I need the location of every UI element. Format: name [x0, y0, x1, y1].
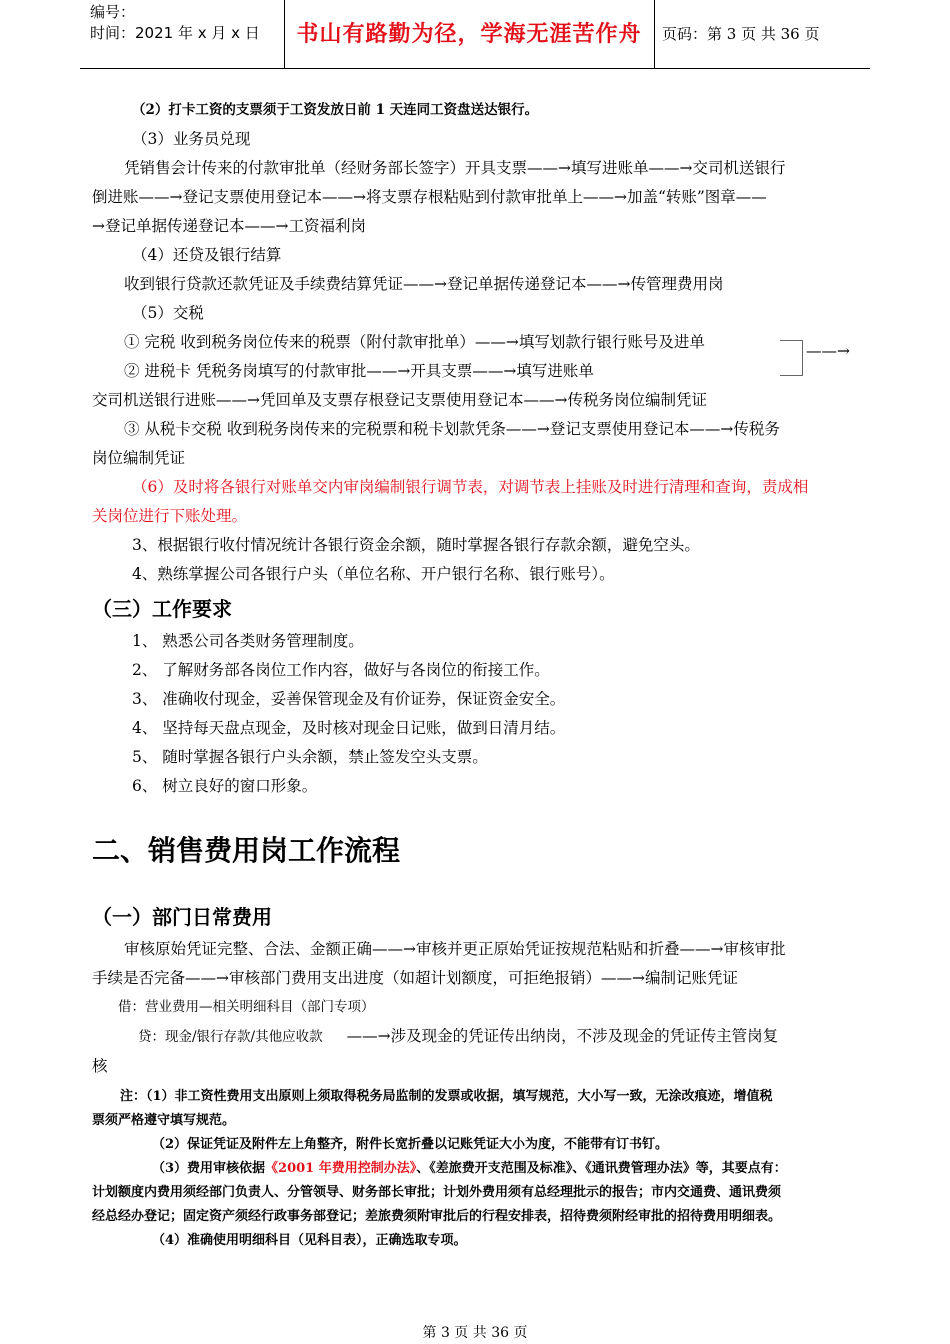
- list-item: 2、 了解财务部各岗位工作内容，做好与各岗位的衔接工作。: [132, 661, 550, 679]
- paragraph: 审核原始凭证完整、合法、金额正确——→审核并更正原始凭证按规范粘贴和折叠——→审核审批: [124, 940, 786, 958]
- note-line: 计划额度内费用须经部门负责人、分管领导、财务部长审批；计划外费用须有总经理批示的报告；市内交通费、通讯费须: [92, 1185, 782, 1200]
- note-line: （4）准确使用明细科目（见科目表），正确选取专项。: [152, 1233, 467, 1248]
- list-item: 4、 坚持每天盘点现金，及时核对现金日记账，做到日清月结。: [132, 719, 566, 737]
- paragraph: 3、根据银行收付情况统计各银行资金余额，随时掌握各银行存款余额，避免空头。: [132, 536, 700, 554]
- header-number: 编号：: [90, 3, 136, 21]
- note-line: （2）保证凭证及附件左上角整齐，附件长宽折叠以记账凭证大小为度，不能带有订书钉。: [152, 1137, 669, 1152]
- paragraph: ② 进税卡 凭税务岗填写的付款审批——→开具支票——→填写进账单: [124, 362, 594, 380]
- note-line: 票须严格遵守填写规范。: [92, 1113, 236, 1128]
- notes-block: [92, 1085, 860, 1253]
- document-body: [92, 96, 860, 1253]
- header-motto: 书山有路勤为径，学海无涯苦作舟: [296, 21, 642, 47]
- note-text: （3）费用审核依据: [152, 1161, 266, 1176]
- tax-flow-group: [92, 328, 860, 386]
- page-header: [80, 0, 870, 69]
- paragraph: 核: [92, 1057, 108, 1075]
- paragraph: 4、熟练掌握公司各银行户头（单位名称、开户银行名称、银行账号）。: [132, 565, 615, 583]
- paragraph: （4）还贷及银行结算: [132, 246, 282, 264]
- paragraph-highlight: （6）及时将各银行对账单交内审岗编制银行调节表，对调节表上挂账及时进行清理和查询，责成相: [132, 478, 809, 496]
- paragraph: （3）业务员兑现: [132, 130, 251, 148]
- page-footer: 第 3 页 共 36 页: [422, 1325, 528, 1341]
- section-heading: （三）工作要求: [92, 597, 232, 621]
- list-item: 6、 树立良好的窗口形象。: [132, 777, 318, 795]
- paragraph: 凭销售会计传来的付款审批单（经财务部长签字）开具支票——→填写进账单——→交司机送银行: [124, 159, 786, 177]
- list-item: 5、 随时掌握各银行户头余额，禁止签发空头支票。: [132, 748, 488, 766]
- note-text: 、《差旅费开支范围及标准》、《通讯费管理办法》等，其要点有：: [416, 1161, 787, 1176]
- header-meta: [90, 2, 260, 44]
- credit-entry: 贷：现金/银行存款/其他应收款: [138, 1029, 323, 1045]
- paragraph: （2）打卡工资的支票须于工资发放日前 1 天连同工资盘送达银行。: [132, 102, 539, 118]
- paragraph: 手续是否完备——→审核部门费用支出进度（如超计划额度，可拒绝报销）——→编制记账凭证: [92, 969, 738, 987]
- note-line: 注：（1）非工资性费用支出原则上须取得税务局监制的发票或收据，填写规范，大小写一致，无涂改痕迹，增值税: [120, 1089, 773, 1104]
- paragraph-highlight: 关岗位进行下账处理。: [92, 507, 248, 525]
- paragraph: 借：营业费用—相关明细科目（部门专项）: [118, 999, 375, 1015]
- paragraph: ③ 从税卡交税 收到税务岗传来的完税票和税卡划款凭条——→登记支票使用登记本——→传税务: [124, 420, 780, 438]
- note-highlight: 《2001 年费用控制办法》: [265, 1161, 417, 1176]
- paragraph: 岗位编制凭证: [92, 449, 186, 467]
- header-divider: [654, 0, 655, 68]
- paragraph: 倒进账——→登记支票使用登记本——→将支票存根粘贴到付款审批单上——→加盖“转账”图章——: [92, 188, 767, 206]
- section-heading: （一）部门日常费用: [92, 905, 272, 929]
- header-time: 时间：2021 年 x 月 x 日: [90, 24, 260, 42]
- list-item: 1、 熟悉公司各类财务管理制度。: [132, 632, 364, 650]
- paragraph: [92, 1022, 860, 1052]
- credit-flow: ——→涉及现金的凭证传出纳岗，不涉及现金的凭证传主管岗复: [346, 1027, 779, 1045]
- note-line: [92, 1157, 860, 1181]
- paragraph: ① 完税 收到税务岗位传来的税票（附付款审批单）——→填写划款行银行账号及进单: [124, 333, 705, 351]
- paragraph: 交司机送银行进账——→凭回单及支票存根登记支票使用登记本——→传税务岗位编制凭证: [92, 391, 707, 409]
- note-line: 经总经办登记；固定资产须经行政事务部登记；差旅费须附审批后的行程安排表，招待费须附经审批的招待费用明细表。: [92, 1209, 782, 1224]
- paragraph: 收到银行贷款还款凭证及手续费结算凭证——→登记单据传递登记本——→传管理费用岗: [124, 275, 724, 293]
- paragraph: （5）交税: [132, 304, 204, 322]
- bracket-shape: [780, 340, 803, 376]
- chapter-heading: 二、销售费用岗工作流程: [92, 834, 401, 867]
- bracket-arrow: ——→: [806, 342, 850, 360]
- paragraph: →登记单据传递登记本——→工资福利岗: [92, 217, 366, 235]
- list-item: 3、 准确收付现金，妥善保管现金及有价证券，保证资金安全。: [132, 690, 566, 708]
- header-page-number: 页码：第 3 页 共 36 页: [662, 25, 820, 43]
